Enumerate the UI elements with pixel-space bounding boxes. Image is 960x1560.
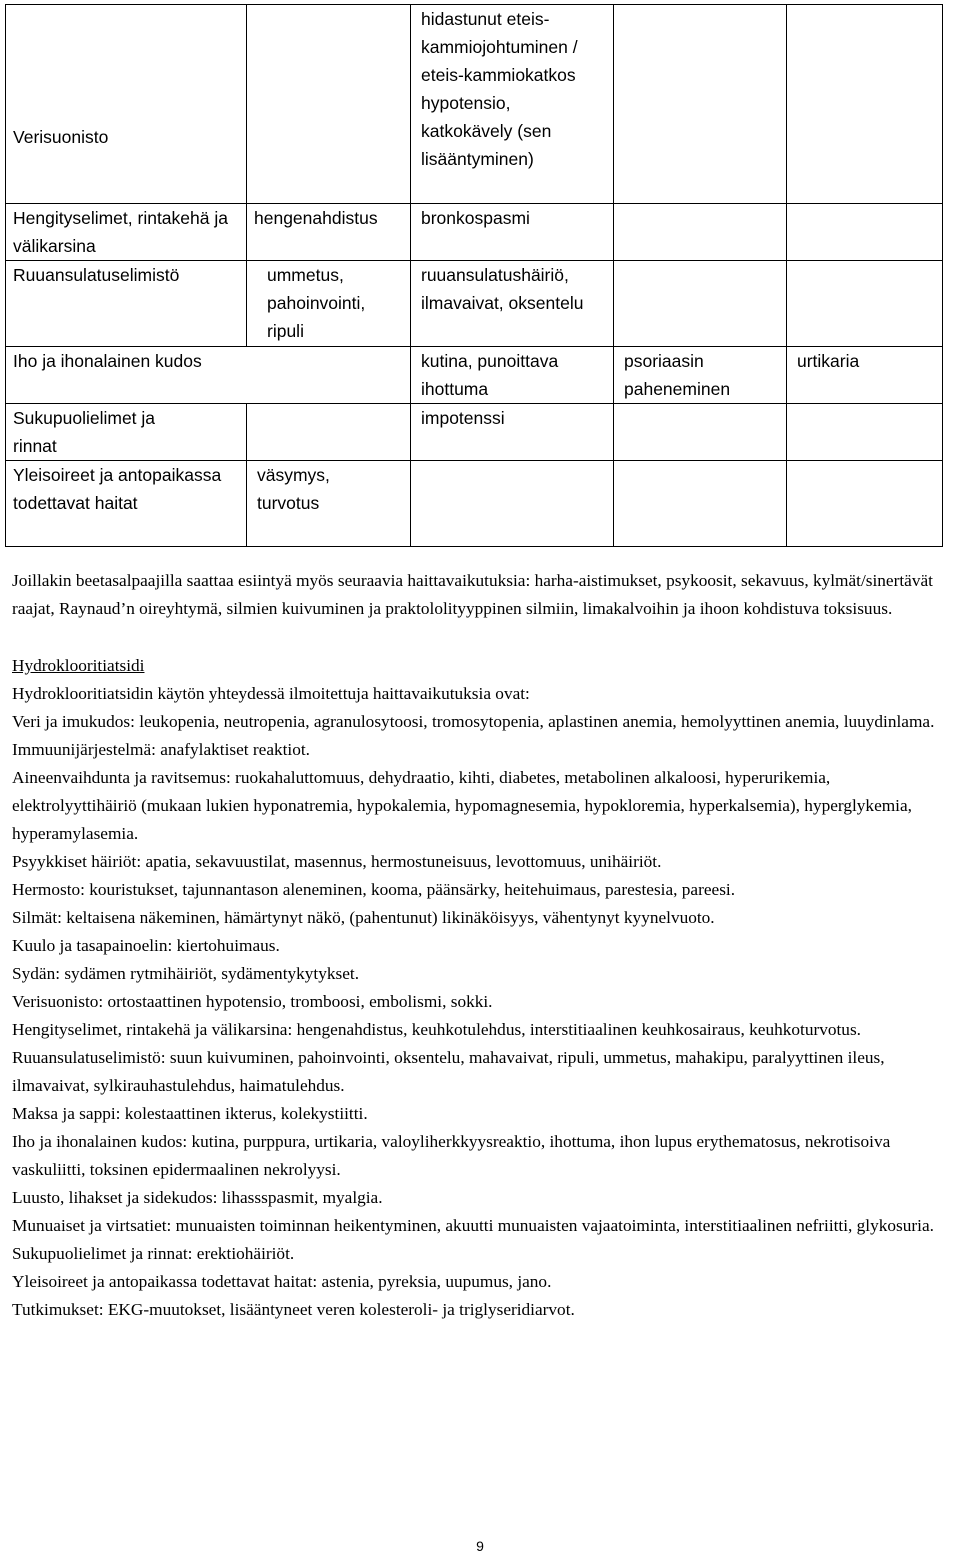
table-cell: impotenssi — [411, 404, 614, 461]
section-line: Verisuonisto: ortostaattinen hypotensio, tromboosi, embolismi, sokki. — [12, 992, 493, 1011]
table-cell — [614, 461, 787, 547]
table-cell: Hengityselimet, rintakehä ja välikarsina — [6, 204, 247, 261]
intro-paragraph: Joillakin beetasalpaajilla saattaa esiintyä myös seuraavia haittavaikutuksia: harha-aistimukset, psykoosit, sekavuus, kylmät/sinertävät raajat, Raynaud’n oireyhtymä, silmien kuivuminen ja praktololityyppinen silmiin, limakalvoihin ja ihoon kohdistuva toksisuus. — [12, 571, 933, 618]
table-cell: ummetus, pahoinvointi, ripuli — [247, 261, 411, 347]
table-row — [6, 204, 943, 261]
table-cell: urtikaria — [787, 347, 943, 404]
section-heading: Hydroklooritiatsidi — [12, 656, 145, 675]
table-cell — [614, 404, 787, 461]
adverse-effects-table — [5, 4, 943, 547]
section-line: Psyykkiset häiriöt: apatia, sekavuustilat, masennus, hermostuneisuus, levottomuus, unihäiriöt. — [12, 852, 662, 871]
table-cell — [614, 261, 787, 347]
section-line: Silmät: keltaisena näkeminen, hämärtynyt näkö, (pahentunut) likinäköisyys, vähentynyt kyynelvuoto. — [12, 908, 715, 927]
table-cell — [787, 261, 943, 347]
section-line: Munuaiset ja virtsatiet: munuaisten toiminnan heikentyminen, akuutti munuaisten vajaatoiminta, interstitiaalinen nefriitti, glykosuria. — [12, 1216, 934, 1235]
table-cell: väsymys, turvotus — [247, 461, 411, 547]
section-line: Maksa ja sappi: kolestaattinen ikterus, kolekystiitti. — [12, 1104, 368, 1123]
section-line: Iho ja ihonalainen kudos: kutina, purppura, urtikaria, valoyliherkkyysreaktio, ihottuma, ihon lupus erythematosus, nekrotisoiva vaskuliitti, toksinen epidermaalinen nekrolyysi. — [12, 1132, 891, 1179]
table-cell — [787, 204, 943, 261]
section-line: Aineenvaihdunta ja ravitsemus: ruokahaluttomuus, dehydraatio, kihti, diabetes, metabolinen alkaloosi, hyperurikemia, elektrolyyttihäiriö (mukaan lukien hyponatremia, hypokalemia, hypomagnesemia, hypokloremia, hyperkalsemia), hyperglykemia, hyperamylasemia. — [12, 768, 912, 843]
body-text — [12, 567, 957, 1324]
section-line: Sydän: sydämen rytmihäiriöt, sydämentykytykset. — [12, 964, 360, 983]
table-cell — [614, 204, 787, 261]
section-line: Kuulo ja tasapainoelin: kiertohuimaus. — [12, 936, 280, 955]
section-line: Immuunijärjestelmä: anafylaktiset reaktiot. — [12, 740, 311, 759]
table-cell — [247, 5, 411, 204]
section-line: Hengityselimet, rintakehä ja välikarsina: hengenahdistus, keuhkotulehdus, interstitiaalinen keuhkosairaus, keuhkoturvotus. — [12, 1020, 861, 1039]
table-cell: Iho ja ihonalainen kudos — [6, 347, 411, 404]
table-cell — [787, 404, 943, 461]
table-cell: Sukupuolielimet ja rinnat — [6, 404, 247, 461]
table-cell — [247, 404, 411, 461]
section-line: Yleisoireet ja antopaikassa todettavat haitat: astenia, pyreksia, uupumus, jano. — [12, 1272, 552, 1291]
table-cell — [787, 461, 943, 547]
section-line: Luusto, lihakset ja sidekudos: lihassspasmit, myalgia. — [12, 1188, 383, 1207]
section-line: Hydroklooritiatsidin käytön yhteydessä ilmoitettuja haittavaikutuksia ovat: — [12, 684, 530, 703]
table-cell: Ruuansulatuselimistö — [6, 261, 247, 347]
section-line: Ruuansulatuselimistö: suun kuivuminen, pahoinvointi, oksentelu, mahavaivat, ripuli, ummetus, mahakipu, paralyyttinen ileus, ilmavaivat, sylkirauhastulehdus, haimatulehdus. — [12, 1048, 885, 1095]
section-line: Tutkimukset: EKG-muutokset, lisääntyneet veren kolesteroli- ja triglyseridiarvot. — [12, 1300, 575, 1319]
table-cell: ruuansulatushäiriö, ilmavaivat, oksentelu — [411, 261, 614, 347]
section-line: Sukupuolielimet ja rinnat: erektiohäiriöt. — [12, 1244, 295, 1263]
table-cell: hidastunut eteis-kammiojohtuminen / eteis-kammiokatkos hypotensio, katkokävely (sen lisääntyminen) — [411, 5, 614, 204]
table-cell — [787, 5, 943, 204]
table-cell: kutina, punoittava ihottuma — [411, 347, 614, 404]
table-cell: bronkospasmi — [411, 204, 614, 261]
table-cell — [411, 461, 614, 547]
section-line: Hermosto: kouristukset, tajunnantason aleneminen, kooma, päänsärky, heitehuimaus, parestesia, pareesi. — [12, 880, 736, 899]
page-number: 9 — [476, 1538, 484, 1554]
table-row — [6, 404, 943, 461]
table-cell: Yleisoireet ja antopaikassa todettavat haitat — [6, 461, 247, 547]
table-row — [6, 461, 943, 547]
table-cell: Verisuonisto — [6, 5, 247, 204]
table-cell: psoriaasin paheneminen — [614, 347, 787, 404]
table-row — [6, 5, 943, 204]
table-row — [6, 347, 943, 404]
section-line: Veri ja imukudos: leukopenia, neutropenia, agranulosytoosi, tromosytopenia, aplastinen anemia, hemolyyttinen anemia, luuydinlama. — [12, 712, 935, 731]
table-row — [6, 261, 943, 347]
table-cell: hengenahdistus — [247, 204, 411, 261]
table-cell — [614, 5, 787, 204]
